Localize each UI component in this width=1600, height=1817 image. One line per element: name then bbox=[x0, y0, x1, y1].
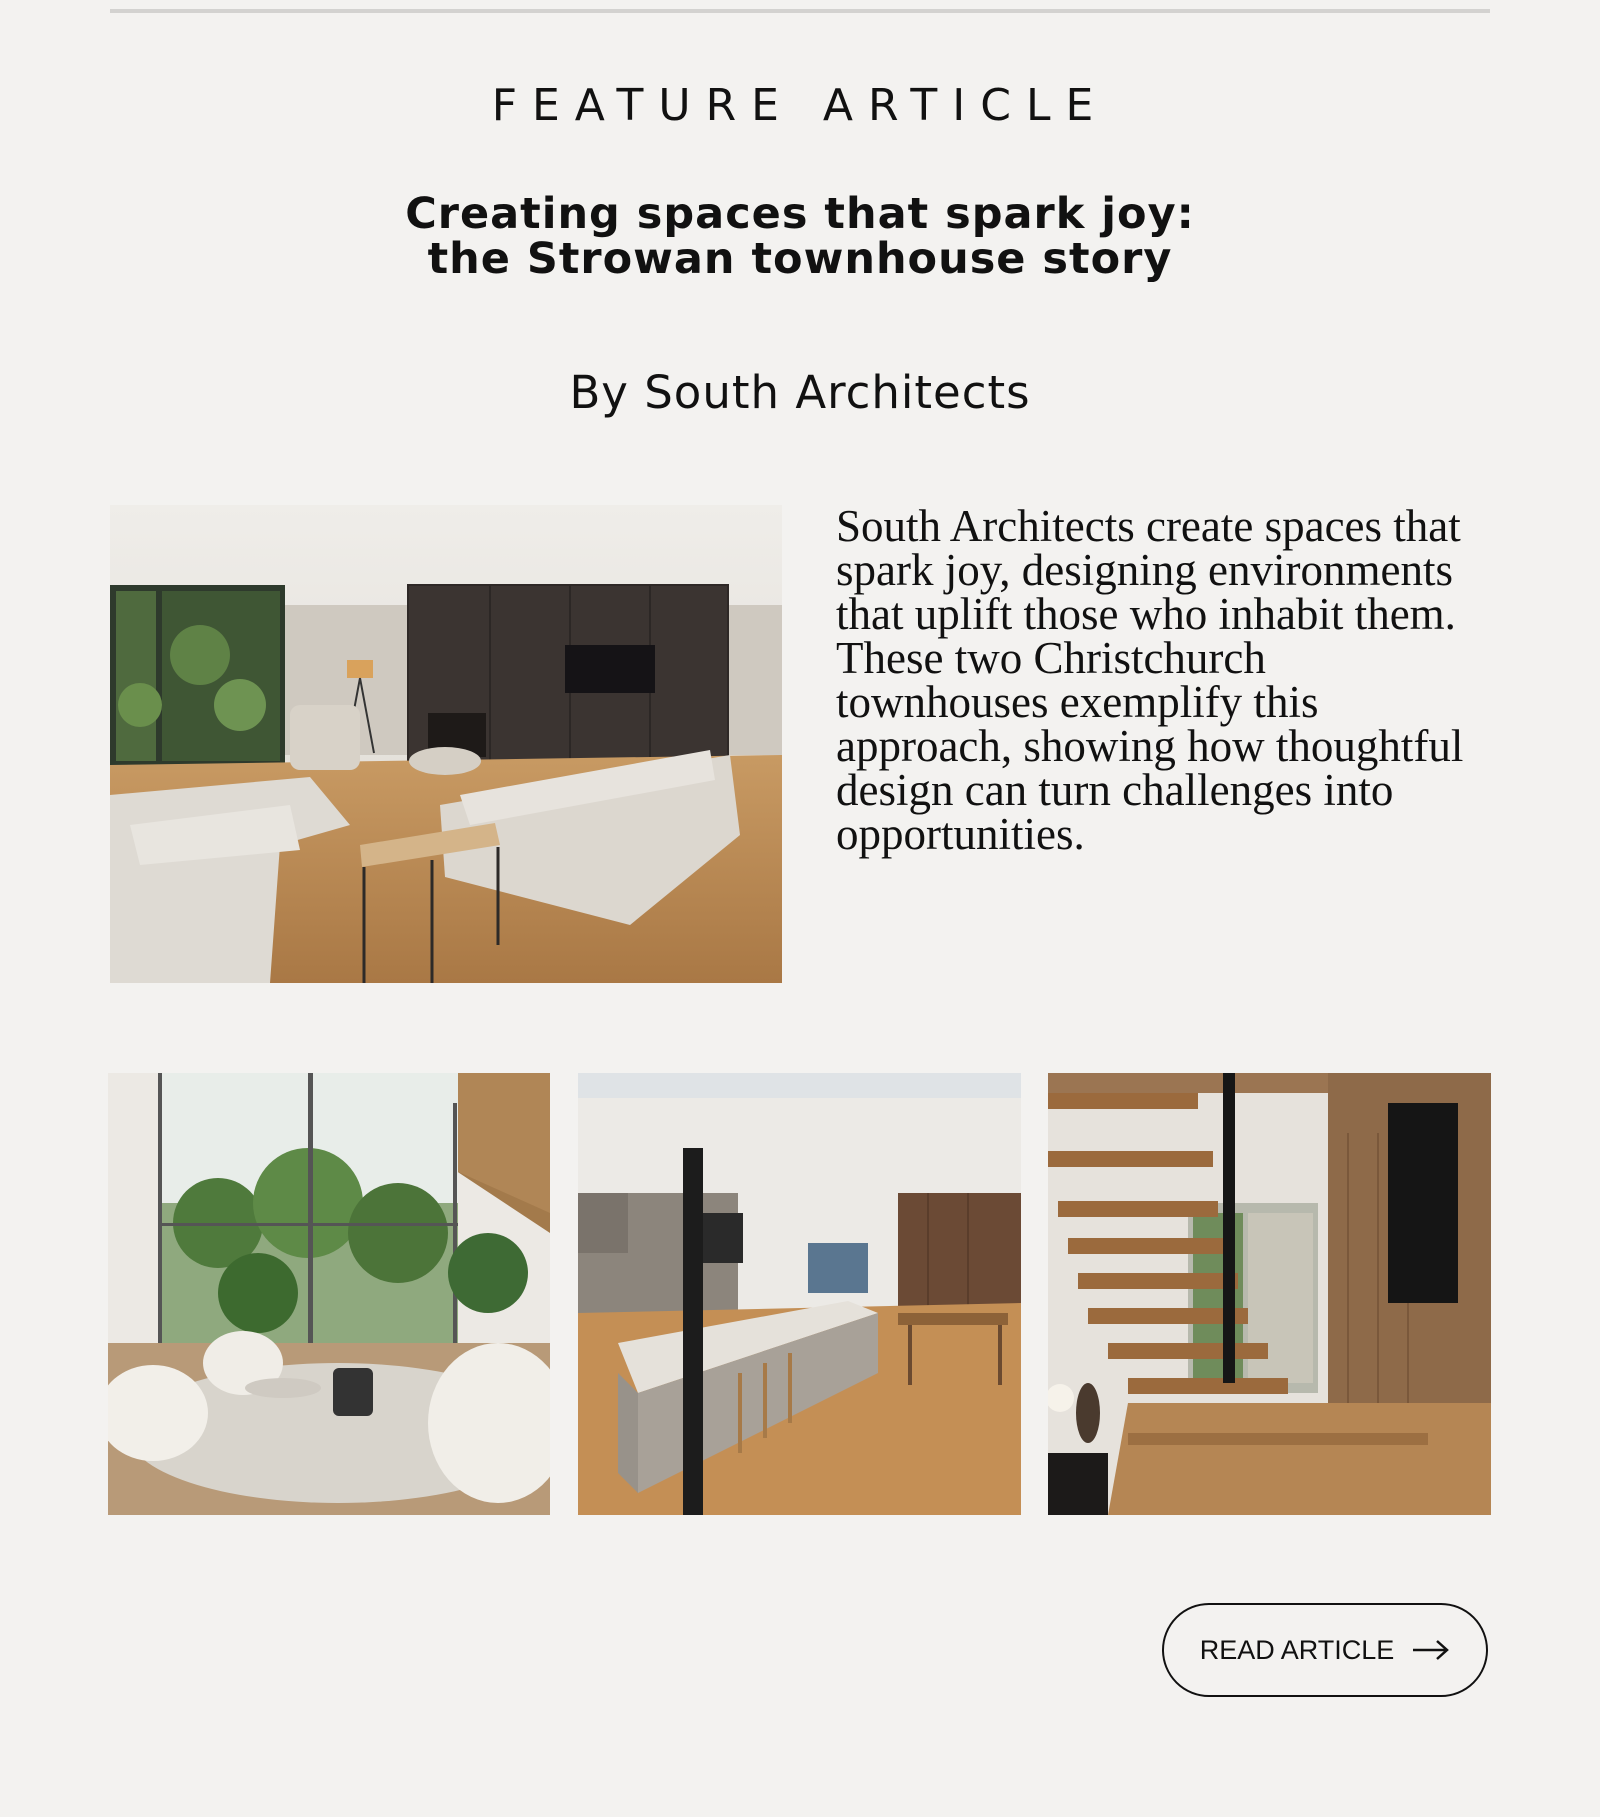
read-article-button[interactable] bbox=[1162, 1603, 1488, 1697]
top-divider bbox=[110, 9, 1490, 13]
headline-line-2: the Strowan townhouse story bbox=[427, 234, 1173, 284]
gallery-image-lounge[interactable] bbox=[108, 1073, 550, 1515]
article-byline: By South Architects bbox=[569, 366, 1031, 419]
gallery-image-kitchen[interactable] bbox=[578, 1073, 1021, 1515]
arrow-right-icon bbox=[1412, 1639, 1450, 1661]
hero-image-living-room[interactable] bbox=[110, 505, 782, 983]
article-intro: South Architects create spaces that spark joy, designing environments that uplift those who inhabit them. These two Christchurch townhouses exemplify this approach, showing how thoughtful design can turn challenges into opportunities. bbox=[836, 501, 1464, 859]
read-article-label: READ ARTICLE bbox=[1199, 1634, 1395, 1665]
gallery-image-staircase[interactable] bbox=[1048, 1073, 1491, 1515]
article-headline[interactable] bbox=[300, 189, 1300, 284]
section-kicker: FEATURE ARTICLE bbox=[491, 80, 1109, 131]
headline-line-1: Creating spaces that spark joy: bbox=[405, 189, 1195, 239]
